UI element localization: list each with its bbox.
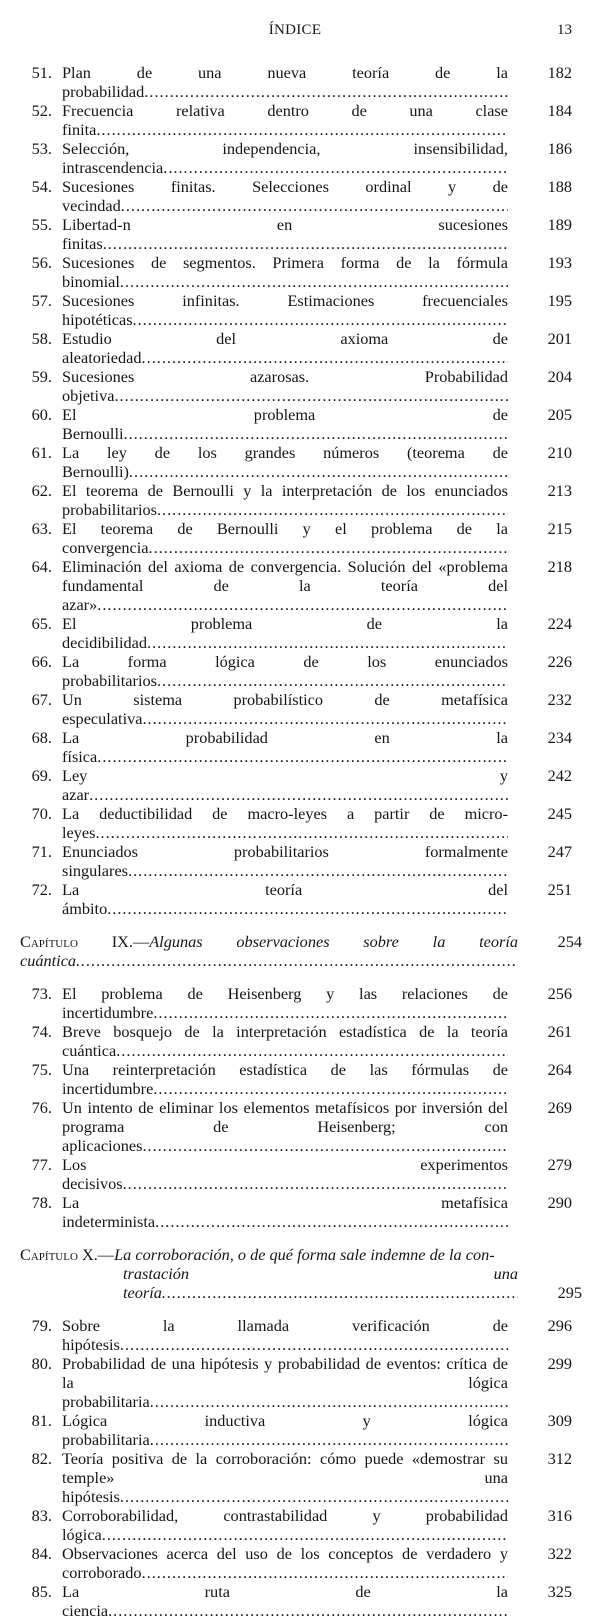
entry-title-cell <box>62 984 508 1022</box>
entry-page: 299 <box>547 1354 572 1373</box>
entry-title-cell <box>62 1354 508 1411</box>
entry-number: 53. <box>31 139 52 158</box>
entry-title: La metafísica indeterminista ..... <box>62 1193 508 1231</box>
entry-page: 232 <box>547 690 572 709</box>
chapter-page: 254 <box>557 932 582 951</box>
chapter-title: La corroboración, o de qué forma sale indemne de la con- <box>114 1245 495 1264</box>
entry-title: Ley y azar ..... <box>62 766 508 804</box>
entry-title: Enunciados probabilitarios formalmente singulares ..... <box>62 842 508 880</box>
running-header-title: ÍNDICE <box>268 22 322 38</box>
entry-title: Corroborabilidad, contrastabilidad y probabilidad lógica ..... <box>62 1506 508 1544</box>
entry-page: 189 <box>547 215 572 234</box>
entry-number: 84. <box>31 1544 52 1563</box>
entry-title-cell <box>62 690 508 728</box>
toc-entry <box>0 1316 600 1354</box>
entry-title: El teorema de Bernoulli y el problema de la convergencia ..... <box>62 519 508 557</box>
toc-entry <box>0 443 600 481</box>
toc-entry <box>0 405 600 443</box>
entry-page: 261 <box>547 1022 572 1041</box>
entry-title-cell <box>62 842 508 880</box>
entry-title: Una reinterpretación estadística de las fórmulas de incertidumbre ..... <box>62 1060 508 1098</box>
toc-entry <box>0 766 600 804</box>
table-of-contents <box>0 63 600 1620</box>
entry-number: 73. <box>31 984 52 1003</box>
entry-number: 65. <box>31 614 52 633</box>
entry-number: 57. <box>31 291 52 310</box>
entry-title: El problema de Heisenberg y las relaciones de incertidumbre ..... <box>62 984 508 1022</box>
toc-entry <box>0 1060 600 1098</box>
entry-number: 71. <box>31 842 52 861</box>
entry-title: La ley de los grandes números (teorema de Bernoulli) ..... <box>62 443 508 481</box>
toc-entry <box>0 101 600 139</box>
entry-title-cell <box>62 1022 508 1060</box>
section-gap <box>0 1231 600 1245</box>
entry-page: 184 <box>547 101 572 120</box>
entry-number: 79. <box>31 1316 52 1335</box>
entry-page: 234 <box>547 728 572 747</box>
entry-title-cell <box>62 1582 508 1620</box>
entry-title: La ruta de la ciencia ..... <box>62 1582 508 1620</box>
entry-number: 62. <box>31 481 52 500</box>
toc-entry <box>0 177 600 215</box>
entry-page: 247 <box>547 842 572 861</box>
entry-title: Frecuencia relativa dentro de una clase finita ..... <box>62 101 508 139</box>
entry-page: 224 <box>547 614 572 633</box>
entry-number: 56. <box>31 253 52 272</box>
entry-number: 77. <box>31 1155 52 1174</box>
entry-title: Sucesiones azarosas. Probabilidad objetiva ..... <box>62 367 508 405</box>
entry-page: 316 <box>547 1506 572 1525</box>
entry-page: 213 <box>547 481 572 500</box>
entry-title-cell <box>62 728 508 766</box>
entry-number: 66. <box>31 652 52 671</box>
entry-number: 51. <box>31 63 52 82</box>
entry-title-cell <box>62 1155 508 1193</box>
entry-title-cell <box>62 1449 508 1506</box>
entry-page: 188 <box>547 177 572 196</box>
entry-title: Observaciones acerca del uso de los conceptos de verdadero y corroborado ..... <box>62 1544 508 1582</box>
entry-number: 68. <box>31 728 52 747</box>
toc-entry <box>0 1098 600 1155</box>
toc-entry <box>0 804 600 842</box>
entry-number: 72. <box>31 880 52 899</box>
entry-number: 81. <box>31 1411 52 1430</box>
toc-entry <box>0 253 600 291</box>
toc-entry <box>0 519 600 557</box>
entry-number: 55. <box>31 215 52 234</box>
entry-title: La probabilidad en la física ..... <box>62 728 508 766</box>
entry-page: 322 <box>547 1544 572 1563</box>
toc-entry <box>0 690 600 728</box>
entry-title-cell <box>62 139 508 177</box>
entry-page: 226 <box>547 652 572 671</box>
entry-page: 296 <box>547 1316 572 1335</box>
chapter-title-line2 <box>20 1264 518 1302</box>
entry-number: 76. <box>31 1098 52 1117</box>
entry-title-cell <box>62 519 508 557</box>
entry-title: La forma lógica de los enunciados probabilitarios ..... <box>62 652 508 690</box>
entry-number: 63. <box>31 519 52 538</box>
entry-page: 290 <box>547 1193 572 1212</box>
chapter-page: 295 <box>557 1283 582 1302</box>
entry-number: 83. <box>31 1506 52 1525</box>
chapter-title-cell <box>0 932 518 970</box>
entry-title: Probabilidad de una hipótesis y probabilidad de eventos: crítica de la lógica probabilitaria ..... <box>62 1354 508 1411</box>
entry-title-cell <box>62 367 508 405</box>
toc-entry <box>0 1193 600 1231</box>
toc-entry <box>0 367 600 405</box>
entry-title: Eliminación del axioma de convergencia. Solución del «problema fundamental de la teoría del azar» ..... <box>62 557 508 614</box>
entry-number: 78. <box>31 1193 52 1212</box>
entry-title: El problema de la decidibilidad ..... <box>62 614 508 652</box>
entry-title: Sucesiones finitas. Selecciones ordinal y de vecindad ..... <box>62 177 508 215</box>
toc-entry <box>0 481 600 519</box>
toc-entry <box>0 1411 600 1449</box>
toc-entry <box>0 652 600 690</box>
entry-title-cell <box>62 291 508 329</box>
entry-number: 70. <box>31 804 52 823</box>
entry-number: 64. <box>31 557 52 576</box>
entry-page: 195 <box>547 291 572 310</box>
entry-title-cell <box>62 880 508 918</box>
page-number: 13 <box>557 22 572 38</box>
entry-title: Un sistema probabilístico de metafísica especulativa ..... <box>62 690 508 728</box>
entry-title-cell <box>62 1544 508 1582</box>
toc-entry <box>0 1506 600 1544</box>
entry-title: Estudio del axioma de aleatoriedad ..... <box>62 329 508 367</box>
section-gap <box>0 970 600 984</box>
toc-entry <box>0 1354 600 1411</box>
toc-entry <box>0 984 600 1022</box>
entry-title-cell <box>62 652 508 690</box>
chapter-heading <box>0 1245 600 1302</box>
entry-title-cell <box>62 101 508 139</box>
entry-title: Sobre la llamada verificación de hipótesis ..... <box>62 1316 508 1354</box>
section-gap <box>0 1302 600 1316</box>
toc-entry <box>0 1582 600 1620</box>
entry-number: 61. <box>31 443 52 462</box>
entry-title: Plan de una nueva teoría de la probabilidad ..... <box>62 63 508 101</box>
toc-entry <box>0 329 600 367</box>
entry-number: 52. <box>31 101 52 120</box>
entry-number: 54. <box>31 177 52 196</box>
entry-number: 75. <box>31 1060 52 1079</box>
entry-title-cell <box>62 1060 508 1098</box>
entry-page: 204 <box>547 367 572 386</box>
entry-number: 59. <box>31 367 52 386</box>
toc-entry <box>0 614 600 652</box>
chapter-label: Capítulo IX.— <box>20 932 150 951</box>
entry-title-cell <box>62 443 508 481</box>
entry-page: 312 <box>547 1449 572 1468</box>
entry-number: 80. <box>31 1354 52 1373</box>
entry-title: Lógica inductiva y lógica probabilitaria ..... <box>62 1411 508 1449</box>
chapter-heading <box>0 932 600 970</box>
entry-page: 279 <box>547 1155 572 1174</box>
toc-entry <box>0 1155 600 1193</box>
entry-page: 251 <box>547 880 572 899</box>
entry-title: Selección, independencia, insensibilidad, intrascendencia ..... <box>62 139 508 177</box>
entry-page: 205 <box>547 405 572 424</box>
toc-entry <box>0 880 600 918</box>
toc-entry <box>0 1022 600 1060</box>
entry-number: 60. <box>31 405 52 424</box>
toc-entry <box>0 557 600 614</box>
entry-title: Breve bosquejo de la interpretación estadística de la teoría cuántica ..... <box>62 1022 508 1060</box>
entry-title: La teoría del ámbito ..... <box>62 880 508 918</box>
section-gap <box>0 918 600 932</box>
entry-title-cell <box>62 329 508 367</box>
chapter-label: Capítulo X.— <box>20 1245 115 1264</box>
entry-title-cell <box>62 481 508 519</box>
toc-entry <box>0 728 600 766</box>
entry-title: El teorema de Bernoulli y la interpretación de los enunciados probabilitarios ..... <box>62 481 508 519</box>
entry-number: 74. <box>31 1022 52 1041</box>
entry-title-cell <box>62 63 508 101</box>
entry-page: 218 <box>547 557 572 576</box>
entry-page: 242 <box>547 766 572 785</box>
entry-title-cell <box>62 1193 508 1231</box>
entry-page: 264 <box>547 1060 572 1079</box>
entry-title-cell <box>62 215 508 253</box>
chapter-title-cont: trastación una teoría ..... <box>123 1264 518 1302</box>
toc-entry <box>0 291 600 329</box>
entry-page: 269 <box>547 1098 572 1117</box>
entry-title: Sucesiones de segmentos. Primera forma de la fórmula binomial ..... <box>62 253 508 291</box>
entry-title: El problema de Bernoulli ..... <box>62 405 508 443</box>
entry-title-cell <box>62 614 508 652</box>
toc-entry <box>0 139 600 177</box>
entry-title: Libertad-n en sucesiones finitas ..... <box>62 215 508 253</box>
toc-entry <box>0 1449 600 1506</box>
entry-title-cell <box>62 1506 508 1544</box>
entry-number: 85. <box>31 1582 52 1601</box>
entry-title: Teoría positiva de la corroboración: cómo puede «demostrar su temple» una hipótesis ..... <box>62 1449 508 1506</box>
entry-title-cell <box>62 557 508 614</box>
entry-title-cell <box>62 1316 508 1354</box>
entry-page: 210 <box>547 443 572 462</box>
chapter-title: Algunas observaciones sobre la teoría cuántica ..... <box>20 932 518 970</box>
entry-title-cell <box>62 177 508 215</box>
entry-page: 182 <box>547 63 572 82</box>
entry-title-cell <box>62 766 508 804</box>
entry-number: 58. <box>31 329 52 348</box>
toc-entry <box>0 1544 600 1582</box>
entry-page: 256 <box>547 984 572 1003</box>
entry-number: 67. <box>31 690 52 709</box>
entry-page: 201 <box>547 329 572 348</box>
entry-number: 82. <box>31 1449 52 1468</box>
entry-page: 325 <box>547 1582 572 1601</box>
entry-page: 309 <box>547 1411 572 1430</box>
toc-entry <box>0 215 600 253</box>
entry-page: 215 <box>547 519 572 538</box>
entry-title: Un intento de eliminar los elementos metafísicos por inversión del programa de Heisenberg; con aplicaciones ..... <box>62 1098 508 1155</box>
entry-title-cell <box>62 405 508 443</box>
entry-title: La deductibilidad de macro-leyes a partir de micro-leyes ..... <box>62 804 508 842</box>
toc-entry <box>0 63 600 101</box>
entry-page: 193 <box>547 253 572 272</box>
chapter-title-cell <box>0 1245 518 1302</box>
entry-title: Los experimentos decisivos ..... <box>62 1155 508 1193</box>
entry-page: 186 <box>547 139 572 158</box>
entry-title-cell <box>62 804 508 842</box>
entry-title: Sucesiones infinitas. Estimaciones frecuenciales hipotéticas ..... <box>62 291 508 329</box>
entry-page: 245 <box>547 804 572 823</box>
entry-number: 69. <box>31 766 52 785</box>
entry-title-cell <box>62 1411 508 1449</box>
entry-title-cell <box>62 1098 508 1155</box>
entry-title-cell <box>62 253 508 291</box>
toc-entry <box>0 842 600 880</box>
